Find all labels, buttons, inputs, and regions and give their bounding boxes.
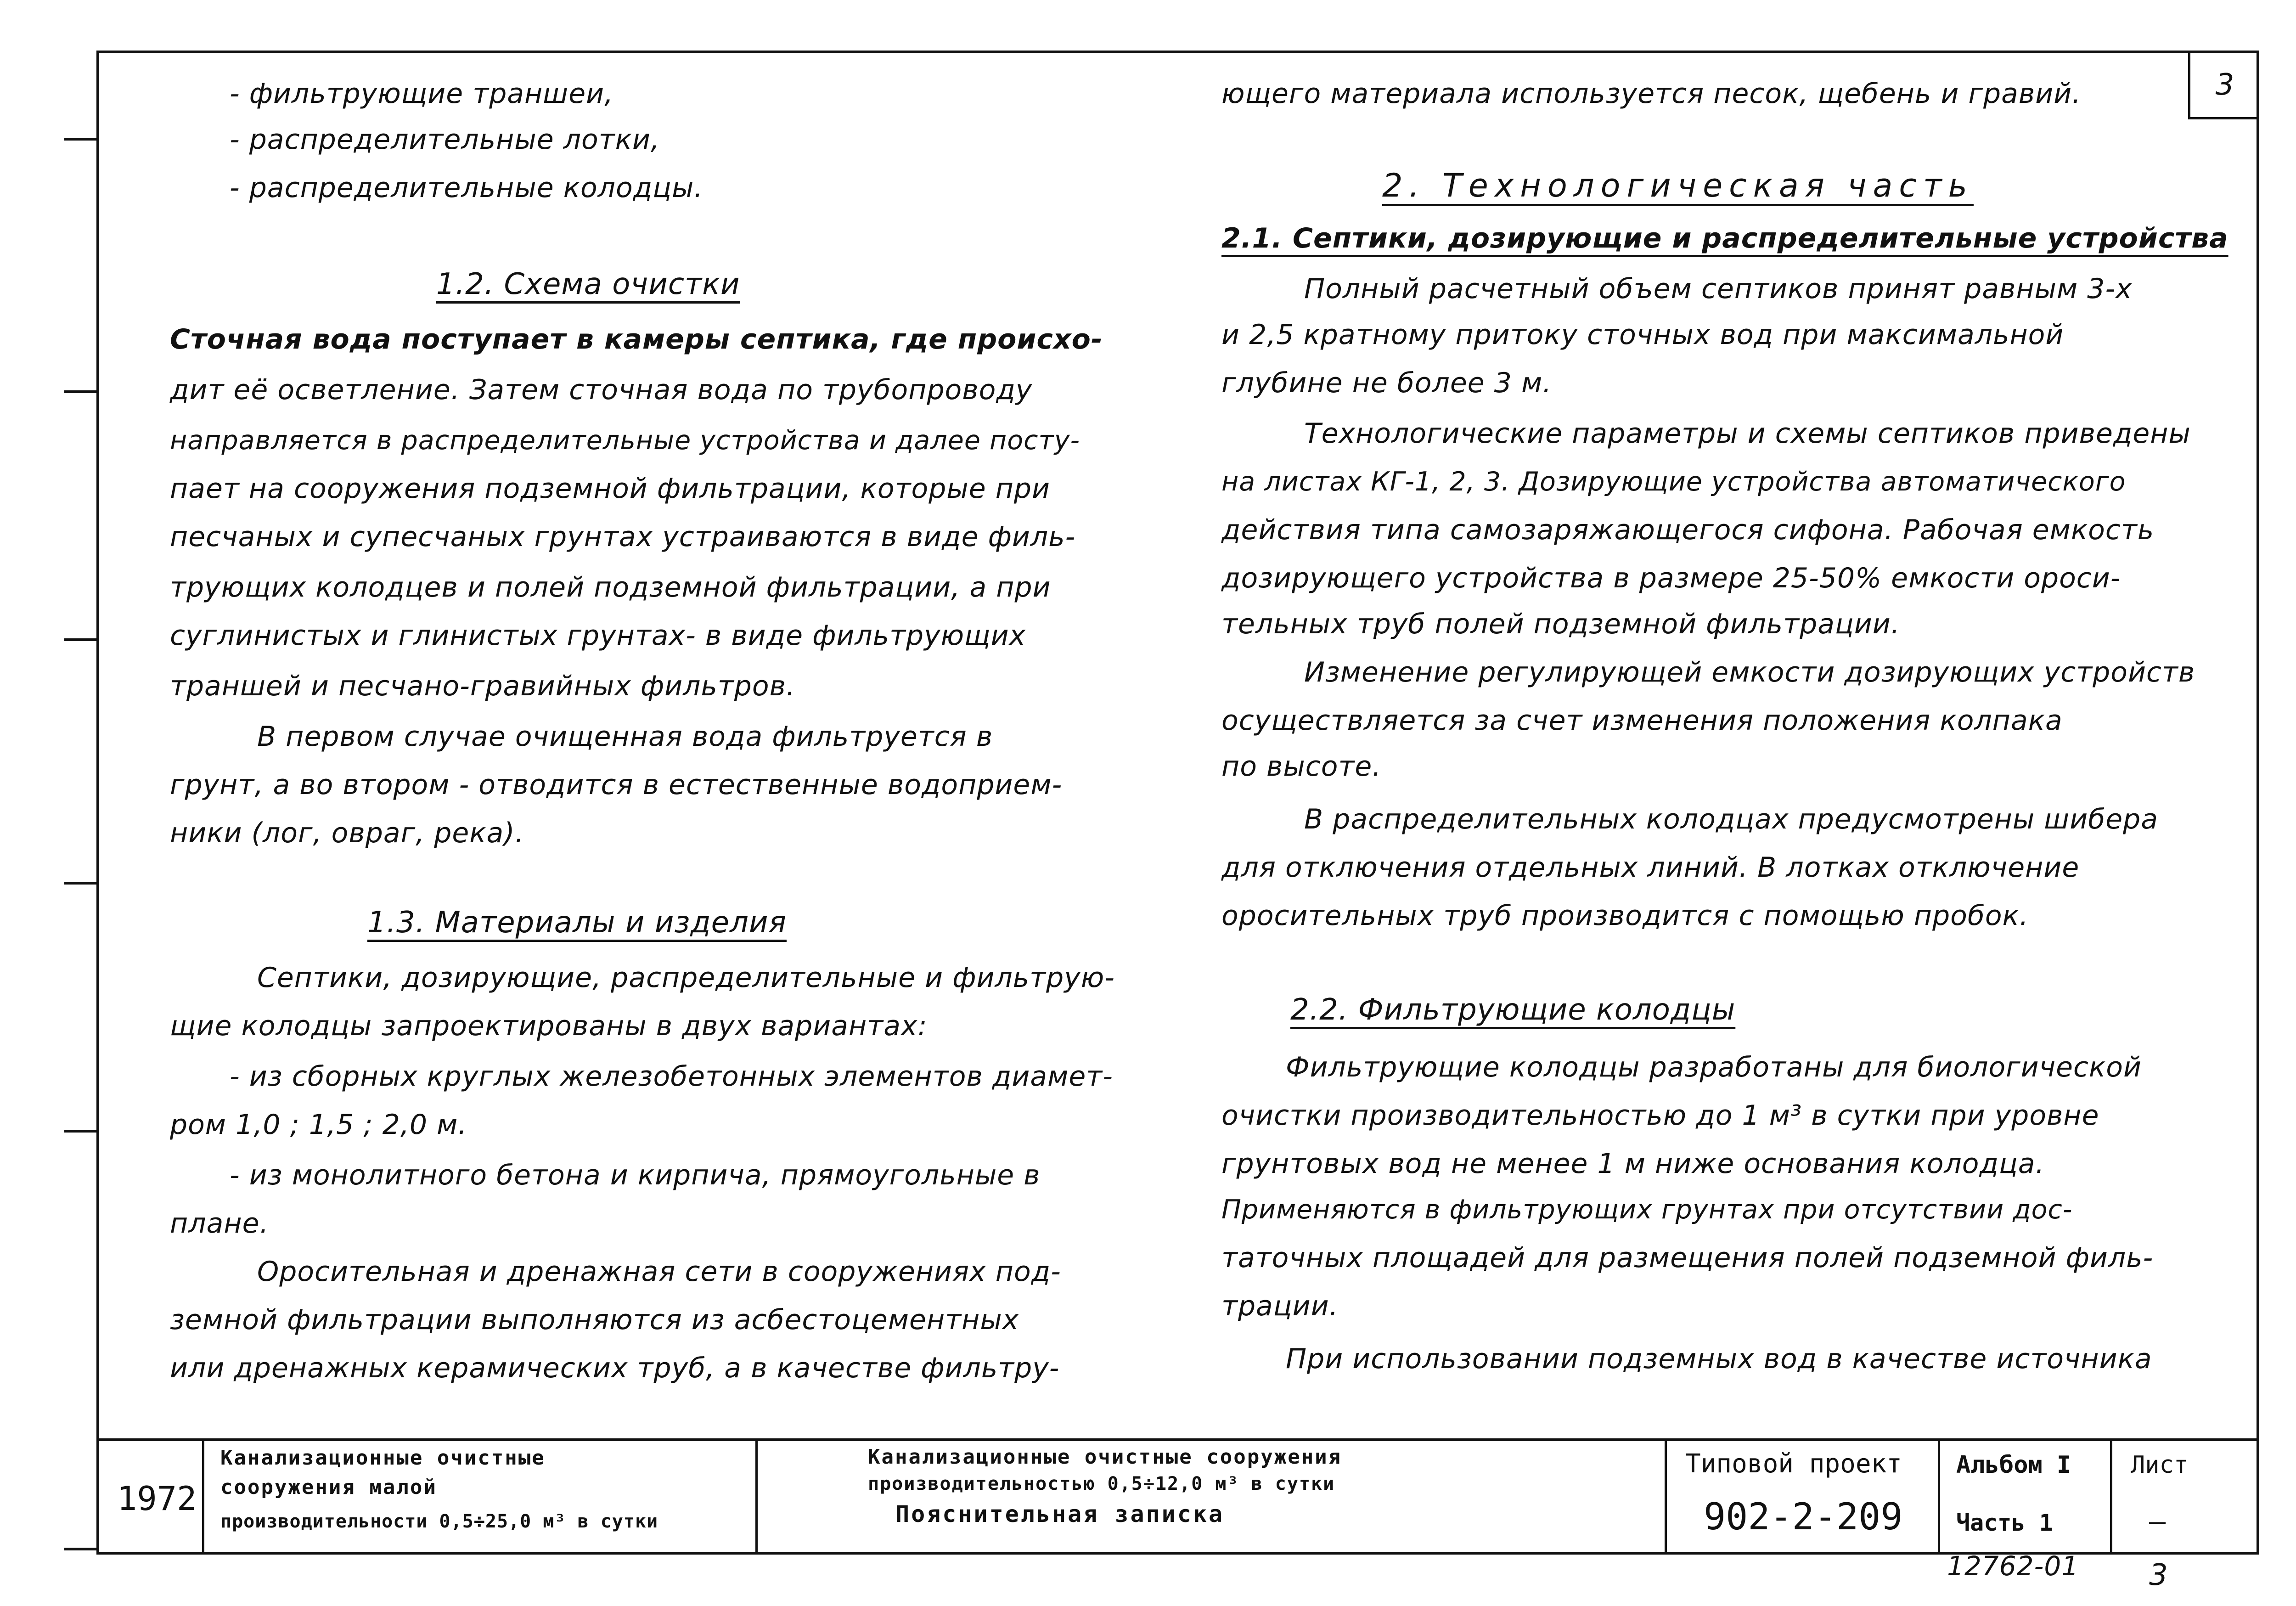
margin-tick [64, 138, 96, 141]
paragraph-line: для отключения отдельных линий. В лотках отключение [1221, 851, 2080, 884]
paragraph-line: дит её осветление. Затем сточная вода по трубопроводу [170, 374, 1033, 406]
paragraph-line: ющего материала используется песок, щебень и гравий. [1221, 78, 2082, 110]
paragraph-line: Полный расчетный объем септиков принят равным 3-х [1304, 273, 2133, 305]
paragraph-line: Изменение регулирующей емкости дозирующих устройств [1304, 656, 2195, 688]
paragraph-line: трации. [1221, 1290, 1339, 1322]
section-heading: 1.2. Схема очистки [436, 267, 740, 301]
stamp-line: Пояснительная записка [895, 1501, 1225, 1527]
part-heading: 2. Технологическая часть [1382, 167, 1974, 204]
paragraph-line: ники (лог, овраг, река). [170, 817, 524, 849]
paragraph-line: тельных труб полей подземной фильтрации. [1221, 608, 1900, 640]
paragraph-line: траншей и песчано-гравийных фильтров. [170, 670, 796, 702]
paragraph-line: плане. [170, 1207, 269, 1240]
paragraph-line: грунтовых вод не менее 1 м ниже основания колодца. [1221, 1148, 2045, 1180]
paragraph-line: суглинистых и глинистых грунтах- в виде фильтрующих [170, 620, 1026, 652]
list-item: - фильтрующие траншеи, [230, 78, 614, 110]
paragraph-line: При использовании подземных вод в качестве источника [1286, 1343, 2152, 1375]
margin-tick [64, 1548, 96, 1550]
paragraph-line: дозирующего устройства в размере 25-50% емкости ороси- [1221, 562, 2121, 594]
paragraph-line: или дренажных керамических труб, а в качестве фильтру- [170, 1352, 1060, 1384]
divider [1665, 1441, 1667, 1555]
margin-tick [64, 882, 96, 885]
margin-tick [64, 638, 96, 641]
paragraph-line: пает на сооружения подземной фильтрации, которые при [170, 473, 1051, 505]
paragraph-line: таточных площадей для размещения полей подземной филь- [1221, 1242, 2154, 1274]
title-block [96, 1438, 2259, 1555]
paragraph-line: щие колодцы запроектированы в двух вариантах: [170, 1010, 928, 1042]
paragraph-line: ром 1,0 ; 1,5 ; 2,0 м. [170, 1109, 467, 1141]
paragraph-line: грунт, а во втором - отводится в естественные водоприем- [170, 769, 1063, 801]
paragraph-line: очистки производительностью до 1 м³ в сутки при уровне [1221, 1099, 2099, 1132]
paragraph-line: по высоте. [1221, 750, 1382, 783]
paragraph-line: Технологические параметры и схемы септиков приведены [1304, 417, 2191, 450]
section-heading: 2.1. Септики, дозирующие и распределительные устройства [1221, 222, 2228, 254]
paragraph-line: - из сборных круглых железобетонных элементов диамет- [230, 1060, 1113, 1093]
stamp-line: производительности 0,5÷25,0 м³ в сутки [220, 1511, 658, 1532]
divider [2110, 1441, 2112, 1555]
paragraph-line: Фильтрующие колодцы разработаны для биологической [1286, 1051, 2142, 1083]
paragraph-line: Применяются в фильтрующих грунтах при отсутствии дос- [1221, 1195, 2073, 1225]
paragraph-line: на листах КГ-1, 2, 3. Дозирующие устройства автоматического [1221, 467, 2126, 497]
section-heading: 2.2. Фильтрующие колодцы [1290, 993, 1736, 1027]
project-number: 902-2-209 [1704, 1495, 1903, 1538]
paragraph-line: В распределительных колодцах предусмотрены шибера [1304, 803, 2158, 835]
paragraph-line: земной фильтрации выполняются из асбестоцементных [170, 1304, 1019, 1336]
paragraph-line: и 2,5 кратному притоку сточных вод при максимальной [1221, 319, 2064, 351]
list-item: - распределительные колодцы. [230, 172, 703, 204]
paragraph-line: песчаных и супесчаных грунтах устраиваются в виде филь- [170, 521, 1076, 553]
list-item: - распределительные лотки, [230, 124, 660, 156]
paragraph-line: действия типа самозаряжающегося сифона. Рабочая емкость [1221, 514, 2155, 546]
divider [755, 1441, 758, 1555]
page-number-box: 3 [2188, 51, 2259, 119]
sheet-value: — [2149, 1505, 2166, 1538]
paragraph-line: оросительных труб производится с помощью пробок. [1221, 900, 2029, 932]
divider [1938, 1441, 1940, 1555]
part-label: Часть 1 [1956, 1510, 2053, 1536]
section-heading: 1.3. Материалы и изделия [367, 906, 787, 940]
footer-page-number: 3 [2149, 1558, 2168, 1592]
stamp-line: производительностью 0,5÷12,0 м³ в сутки [868, 1473, 1335, 1494]
divider [202, 1441, 204, 1555]
year: 1972 [117, 1479, 197, 1518]
paragraph-line: Сточная вода поступает в камеры септика, где происхо- [170, 323, 1103, 355]
stamp-line: Канализационные очистные сооружения [868, 1445, 1342, 1469]
archive-number: 12762-01 [1947, 1550, 2079, 1582]
margin-tick [64, 1130, 96, 1133]
sheet-label: Лист [2131, 1451, 2189, 1479]
stamp-line: сооружения малой [220, 1476, 437, 1499]
project-label: Типовой проект [1685, 1449, 1902, 1479]
album-label: Альбом I [1956, 1451, 2071, 1479]
paragraph-line: Септики, дозирующие, распределительные и фильтрую- [257, 962, 1115, 994]
paragraph-line: осуществляется за счет изменения положения колпака [1221, 704, 2063, 737]
stamp-line: Канализационные очистные [220, 1446, 546, 1470]
paragraph-line: - из монолитного бетона и кирпича, прямоугольные в [230, 1159, 1041, 1191]
paragraph-line: глубине не более 3 м. [1221, 367, 1552, 399]
paragraph-line: В первом случае очищенная вода фильтруется в [257, 721, 993, 753]
paragraph-line: Оросительная и дренажная сети в сооружениях под- [257, 1256, 1061, 1288]
margin-tick [64, 390, 96, 393]
paragraph-line: направляется в распределительные устройства и далее посту- [170, 425, 1080, 456]
paragraph-line: трующих колодцев и полей подземной фильтрации, а при [170, 571, 1051, 603]
